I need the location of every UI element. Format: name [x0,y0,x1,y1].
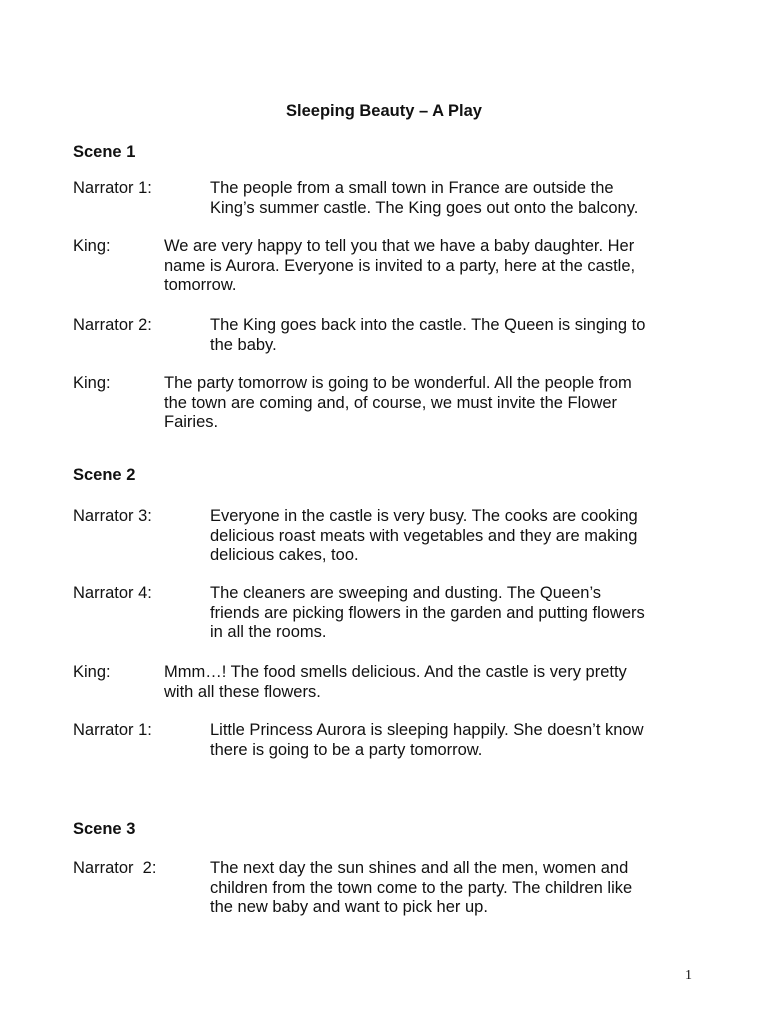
speech-text: Everyone in the castle is very busy. The cooks are cooking delicious roast meats with vegetables and they are making delicious cakes, too. [210,507,638,565]
speaker-name: Narrator 2: [73,316,152,334]
speaker-name: Narrator 1: [73,179,152,197]
speaker-name: King: [73,237,111,255]
speaker-name: Narrator 3: [73,507,152,525]
speaker-name: Narrator 4: [73,584,152,602]
speech-text: We are very happy to tell you that we have a baby daughter. Her name is Aurora. Everyone is invited to a party, here at the castle, tomorrow. [164,237,636,295]
speech-text: Mmm…! The food smells delicious. And the castle is very pretty with all these flowers. [164,663,627,701]
speaker-name: Narrator 2: [73,859,157,877]
speech-text: Little Princess Aurora is sleeping happily. She doesn’t know there is going to be a party tomorrow. [210,721,644,759]
speaker-name: Narrator 1: [73,721,152,739]
speech-text: The party tomorrow is going to be wonderful. All the people from the town are coming and, of course, we must invite the Flower Fairies. [164,374,632,432]
page-number: 1 [685,968,692,983]
scene-heading: Scene 1 [73,143,136,161]
scene-heading: Scene 2 [73,466,136,484]
page-title: Sleeping Beauty – A Play [286,102,482,120]
scene-heading: Scene 3 [73,820,136,838]
speech-text: The cleaners are sweeping and dusting. The Queen’s friends are picking flowers in the garden and putting flowers in all the rooms. [210,584,645,642]
speaker-name: King: [73,663,111,681]
speech-text: The next day the sun shines and all the men, women and children from the town come to the party. The children like the new baby and want to pick her up. [210,859,633,917]
speech-text: The people from a small town in France are outside the King’s summer castle. The King goes out onto the balcony. [210,179,639,217]
speaker-name: King: [73,374,111,392]
speech-text: The King goes back into the castle. The Queen is singing to the baby. [210,316,646,354]
